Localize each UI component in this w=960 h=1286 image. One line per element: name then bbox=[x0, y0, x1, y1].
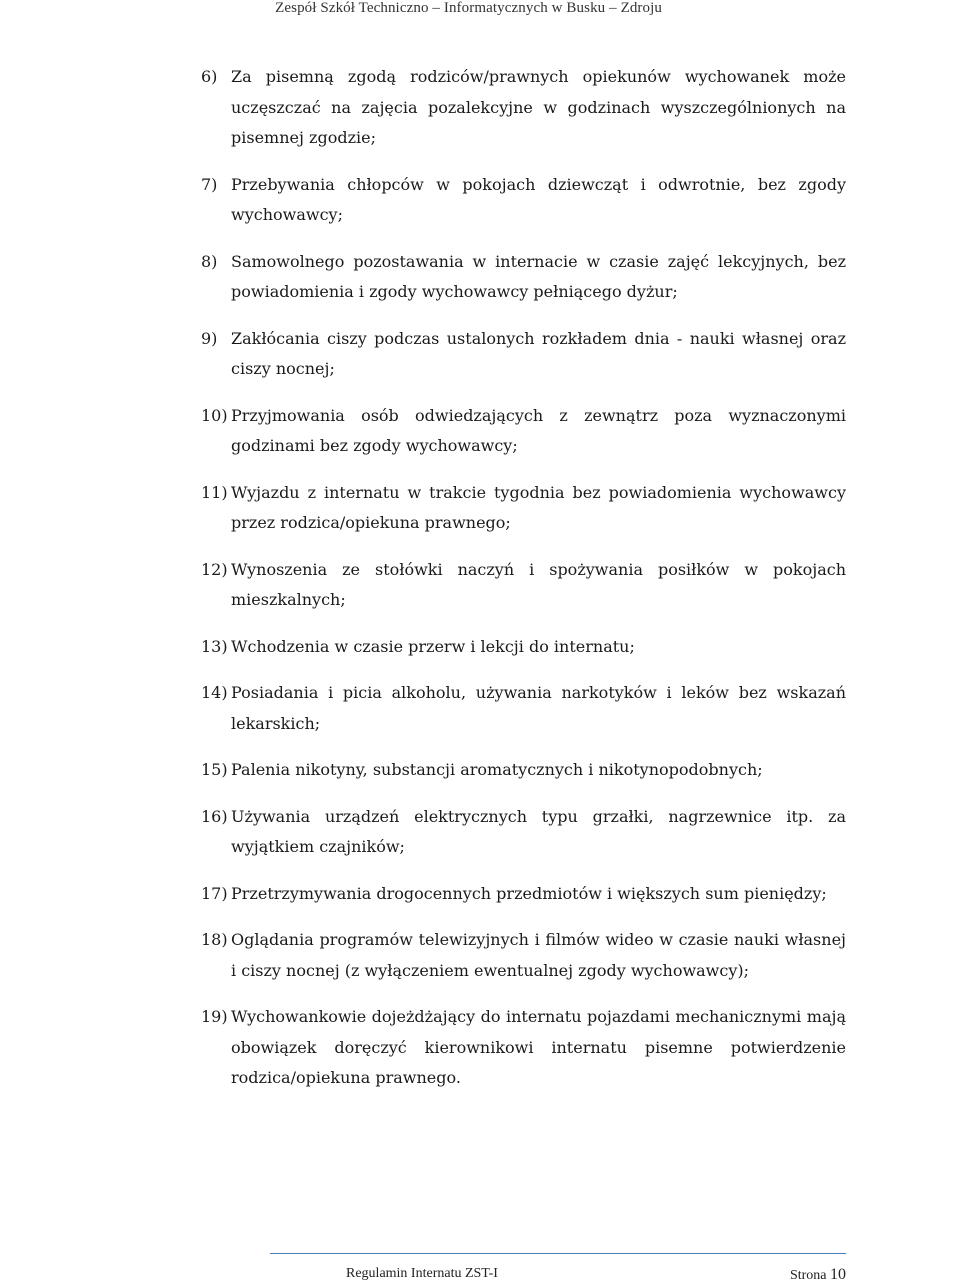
item-text: Przebywania chłopców w pokojach dziewcząt i odwrotnie, bez zgody wychowawcy; bbox=[231, 174, 846, 224]
item-number: 13) bbox=[201, 636, 228, 656]
item-number: 18) bbox=[201, 930, 228, 949]
list-item bbox=[201, 170, 846, 231]
item-text: Samowolnego pozostawania w internacie w czasie zajęć lekcyjnych, bez powiadomienia i zgody wychowawcy pełniącego dyżur; bbox=[231, 251, 846, 301]
list-item bbox=[201, 1002, 846, 1094]
item-text: Używania urządzeń elektrycznych typu grzałki, nagrzewnice itp. za wyjątkiem czajników; bbox=[231, 806, 846, 856]
list-item bbox=[201, 62, 846, 154]
item-text: Palenia nikotyny, substancji aromatycznych i nikotynopodobnych; bbox=[231, 760, 763, 779]
list-item bbox=[201, 555, 846, 616]
page-number bbox=[790, 1266, 846, 1284]
item-number: 17) bbox=[201, 883, 228, 903]
item-text: Przetrzymywania drogocennych przedmiotów i większych sum pieniędzy; bbox=[231, 883, 827, 903]
list-item bbox=[201, 247, 846, 308]
item-text: Posiadania i picia alkoholu, używania narkotyków i leków bez wskazań lekarskich; bbox=[231, 683, 846, 733]
item-text: Wchodzenia w czasie przerw i lekcji do internatu; bbox=[231, 636, 635, 656]
item-text: Oglądania programów telewizyjnych i filmów wideo w czasie nauki własnej i ciszy nocnej (z wyłączeniem ewentualnej zgody wychowawcy); bbox=[231, 930, 846, 980]
item-text: Za pisemną zgodą rodziców/prawnych opiekunów wychowanek może uczęszczać na zajęcia pozalekcyjne w godzinach wyszczególnionych na pisemnej zgodzie; bbox=[231, 67, 846, 147]
page-header: Zespół Szkół Techniczno – Informatycznych w Busku – Zdroju bbox=[275, 0, 662, 16]
page-label: Strona bbox=[789, 1268, 827, 1283]
footer-document-title: Regulamin Internatu ZST-I bbox=[346, 1266, 498, 1281]
item-number: 19) bbox=[201, 1007, 228, 1026]
list-item bbox=[201, 755, 846, 786]
item-number: 12) bbox=[201, 559, 228, 579]
item-number: 15) bbox=[201, 760, 228, 779]
item-text: Wyjazdu z internatu w trakcie tygodnia bez powiadomienia wychowawcy przez rodzica/opiekuna prawnego; bbox=[231, 482, 846, 532]
item-number: 11) bbox=[201, 482, 228, 502]
item-number: 9) bbox=[201, 328, 218, 348]
item-text: Zakłócania ciszy podczas ustalonych rozkładem dnia - nauki własnej oraz ciszy nocnej; bbox=[231, 328, 846, 378]
footer-divider bbox=[270, 1253, 846, 1254]
list-item bbox=[201, 678, 846, 739]
list-item bbox=[201, 478, 846, 539]
list-item bbox=[201, 879, 846, 910]
list-item bbox=[201, 401, 846, 462]
list-item bbox=[201, 324, 846, 385]
item-text: Wychowankowie dojeżdżający do internatu pojazdami mechanicznymi mają obowiązek doręczyć kierownikowi internatu pisemne potwierdzenie rodzica/opiekuna prawnego. bbox=[231, 1007, 846, 1087]
list-item bbox=[201, 802, 846, 863]
page-number-value: 10 bbox=[830, 1266, 846, 1283]
item-number: 7) bbox=[201, 174, 218, 194]
item-text: Wynoszenia ze stołówki naczyń i spożywania posiłków w pokojach mieszkalnych; bbox=[231, 559, 846, 609]
item-text: Przyjmowania osób odwiedzających z zewnątrz poza wyznaczonymi godzinami bez zgody wychowawcy; bbox=[231, 405, 846, 455]
item-number: 6) bbox=[201, 67, 218, 86]
item-number: 14) bbox=[201, 683, 228, 702]
item-number: 16) bbox=[201, 806, 228, 826]
list-item bbox=[201, 925, 846, 986]
item-number: 8) bbox=[201, 251, 218, 271]
rules-list bbox=[201, 62, 846, 1110]
item-number: 10) bbox=[201, 405, 228, 425]
list-item bbox=[201, 632, 846, 663]
